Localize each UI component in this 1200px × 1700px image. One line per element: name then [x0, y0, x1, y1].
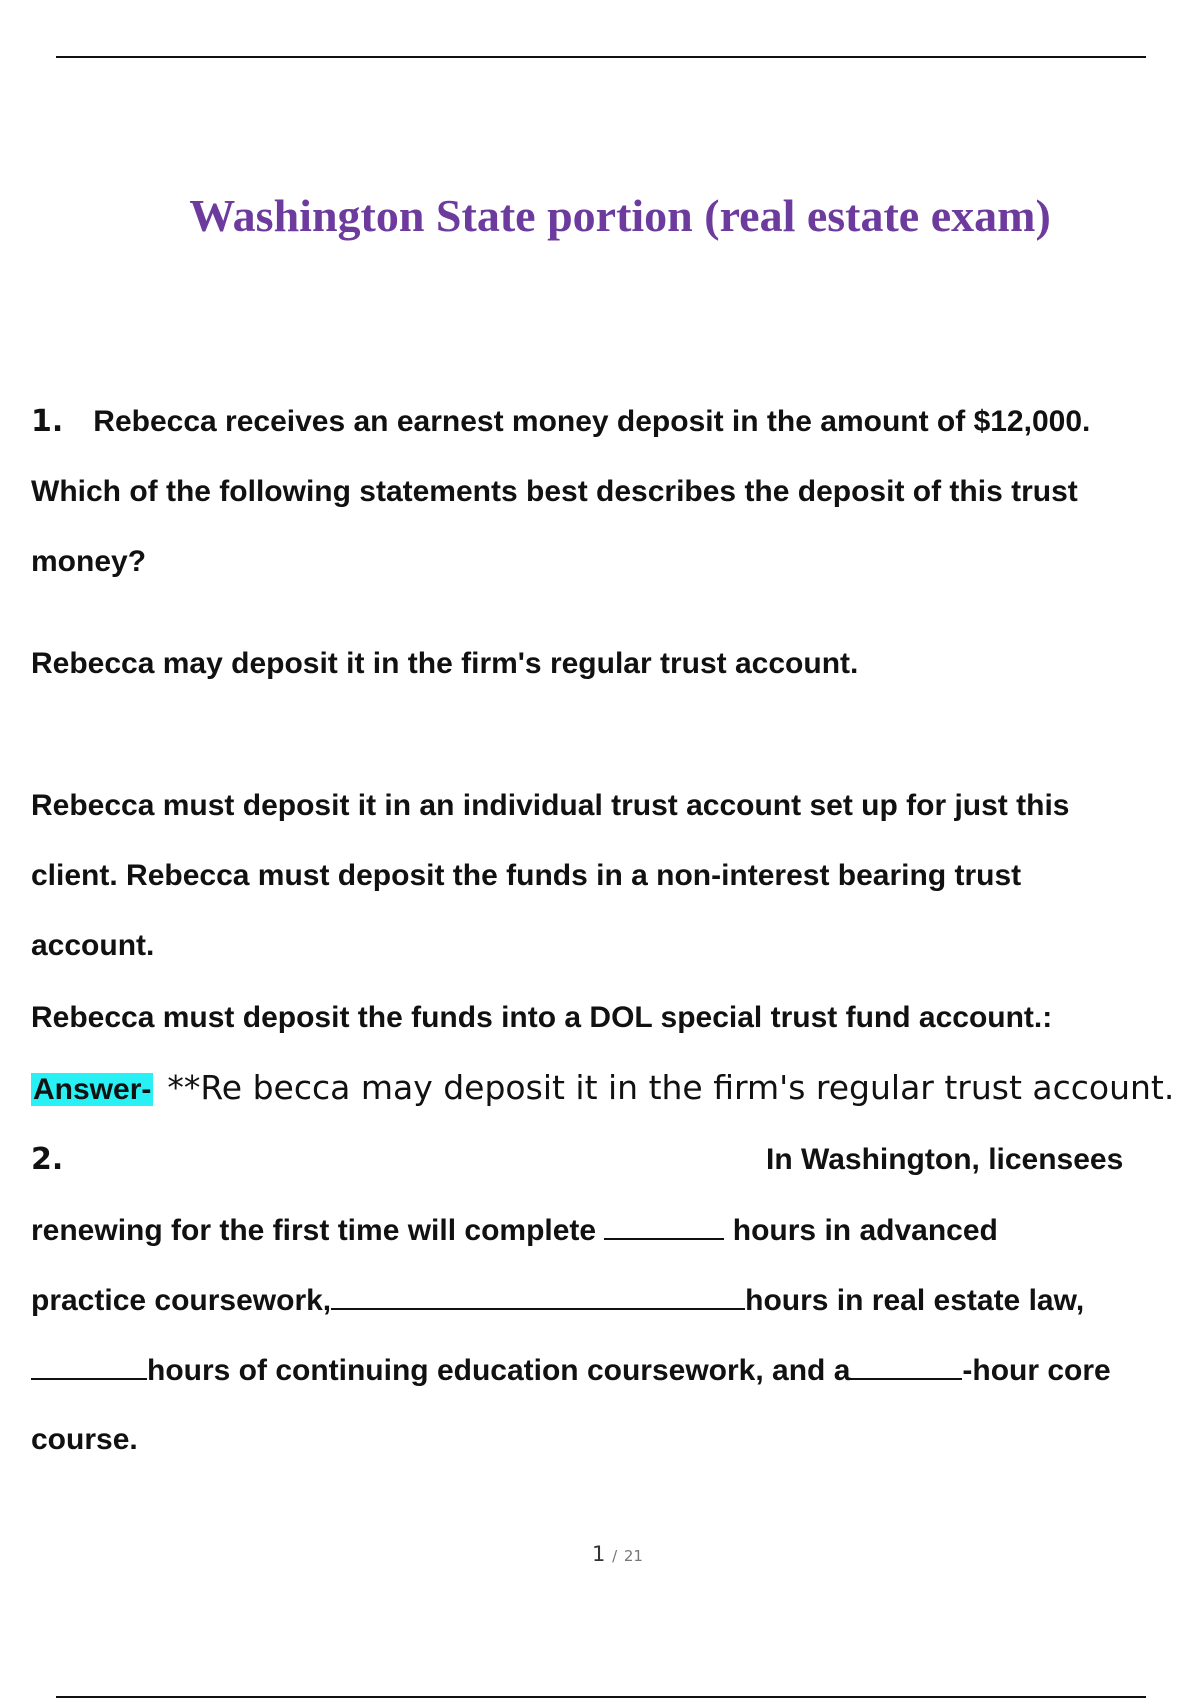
question-2-text-2a: renewing for the first time will complete [31, 1214, 597, 1247]
question-2-text-1: In Washington, licensees [766, 1143, 1124, 1176]
blank-real-estate-law-hours [331, 1278, 745, 1310]
answer-label: Answer- [33, 1073, 152, 1106]
page-current: 1 [592, 1542, 606, 1566]
question-2-line-5: course. [31, 1423, 138, 1456]
option-b-line-2: client. Rebecca must deposit the funds in a non-interest bearing trust [31, 859, 1022, 892]
question-2-line-1 [31, 1138, 1181, 1182]
question-2-line-4 [31, 1348, 1111, 1392]
page-number [592, 1542, 643, 1566]
question-1-number: 1. [31, 404, 64, 439]
answer-text: **Re becca may deposit it in the firm's regular trust account. [167, 1068, 1175, 1107]
question-2-text-3b: hours in real estate law, [745, 1284, 1085, 1317]
question-2-number: 2. [31, 1142, 64, 1177]
document-title: Washington State portion (real estate exam) [189, 190, 1051, 241]
answer-row [31, 1066, 1174, 1110]
question-1-line-3: money? [31, 545, 147, 578]
question-2-line-3 [31, 1278, 1084, 1322]
question-1-line-1 [31, 400, 1090, 444]
question-1-line-2: Which of the following statements best describes the deposit of this trust [31, 475, 1078, 508]
blank-core-course-hours [850, 1348, 962, 1380]
question-2-text-4a: hours of continuing education coursework, and a [147, 1354, 851, 1387]
page-separator: / [612, 1547, 618, 1565]
top-rule [56, 56, 1146, 58]
question-2-text-2b: hours in advanced [732, 1214, 998, 1247]
page-total: 21 [623, 1547, 643, 1565]
option-c: Rebecca must deposit the funds into a DOL special trust fund account.: [31, 1001, 1053, 1034]
blank-continuing-education-hours [31, 1348, 147, 1380]
option-b-line-1: Rebecca must deposit it in an individual trust account set up for just this [31, 789, 1070, 822]
question-2-text-4b: -hour core [962, 1354, 1111, 1387]
question-1-text: Rebecca receives an earnest money deposit in the amount of $12,000. [93, 405, 1091, 438]
option-b-line-3: account. [31, 929, 155, 962]
question-2-line-2 [31, 1208, 998, 1252]
bottom-rule [56, 1696, 1146, 1698]
option-a: Rebecca may deposit it in the firm's regular trust account. [31, 647, 859, 680]
blank-advanced-practice-hours [604, 1208, 724, 1240]
question-2-text-3a: practice coursework, [31, 1284, 332, 1317]
